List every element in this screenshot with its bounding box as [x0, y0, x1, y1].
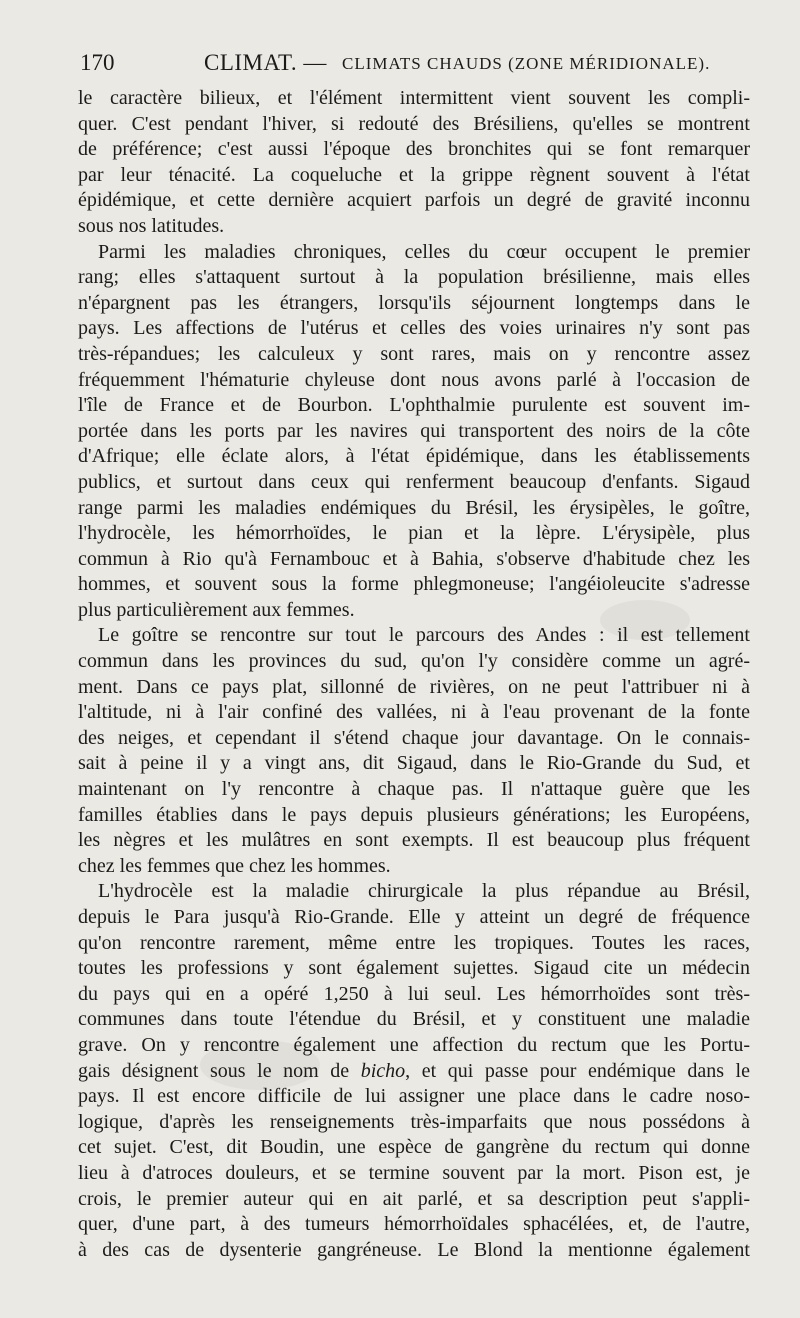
title-text: CLIMAT. [204, 50, 298, 75]
text-line: hommes, et souvent sous la forme phlegmoneuse; l'angéioleucite s'adresse [78, 573, 750, 596]
text-line: cet sujet. C'est, dit Boudin, une espèce de gangrène du rectum qui donne [78, 1136, 750, 1159]
text-line: le caractère bilieux, et l'élément intermittent vient souvent les compli- [78, 87, 750, 109]
text-line: commun à Rio qu'à Fernambouc et à Bahia, s'observe d'habitude chez les [78, 547, 750, 570]
text-line: rang; elles s'attaquent surtout à la population brésilienne, mais elles [78, 266, 750, 289]
page-number: 170 [80, 50, 115, 75]
text-line: l'hydrocèle, les hémorrhoïdes, le pian et la lèpre. L'érysipèle, plus [78, 522, 750, 545]
text-line: à des cas de dysenterie gangréneuse. Le Blond la mentionne également [78, 1238, 750, 1261]
text-line: des neiges, et cependant il s'étend chaque jour davantage. On le connais- [78, 726, 750, 749]
text-line: qu'on rencontre rarement, même entre les tropiques. Toutes les races, [78, 931, 750, 954]
text-line: l'altitude, ni à l'air confiné des vallées, ni à l'eau provenant de la fonte [78, 701, 750, 724]
text-line: quer. C'est pendant l'hiver, si redouté des Brésiliens, qu'elles se montrent [78, 112, 750, 135]
text-line: crois, le premier auteur qui en ait parlé, et sa description peut s'appli- [78, 1187, 750, 1210]
text-line: gais désignent sous le nom de bicho, et qui passe pour endémique dans le [78, 1059, 750, 1082]
text-line: maintenant on l'y rencontre à chaque pas. Il n'attaque guère que les [78, 778, 750, 801]
text-line: ment. Dans ce pays plat, sillonné de rivières, on ne peut l'attribuer ni à [78, 675, 750, 698]
text-line: n'épargnent pas les étrangers, lorsqu'ils séjournent longtemps dans le [78, 291, 750, 314]
running-head [80, 46, 752, 80]
text-line: sait à peine il y a vingt ans, dit Sigaud, dans le Rio-Grande du Sud, et [78, 752, 750, 775]
text-line: depuis le Para jusqu'à Rio-Grande. Elle y atteint un degré de fréquence [78, 906, 750, 928]
section-title [204, 46, 327, 80]
text-line: pays. Les affections de l'utérus et celles des voies urinaires n'y sont pas [78, 317, 750, 340]
text-line: toutes les professions y sont également sujettes. Sigaud cite un médecin [78, 957, 750, 980]
section-subtitle: CLIMATS CHAUDS (ZONE MÉRIDIONALE). [342, 54, 711, 73]
text-line: les nègres et les mulâtres en sont exempts. Il est beaucoup plus fréquent [78, 829, 750, 852]
text-line: plus particulièrement aux femmes. [78, 598, 355, 621]
text-line: sous nos latitudes. [78, 214, 225, 237]
text-line: l'île de France et de Bourbon. L'ophthalmie purulente est souvent im- [78, 394, 750, 417]
text-line: grave. On y rencontre également une affection du rectum que les Portu- [78, 1033, 750, 1056]
text-line: du pays qui en a opéré 1,250 à lui seul. Les hémorrhoïdes sont très- [78, 982, 750, 1005]
title-separator: — [303, 50, 327, 75]
text-line: quer, d'une part, à des tumeurs hémorrhoïdales sphacélées, et, de l'autre, [78, 1213, 750, 1236]
text-line: familles établies dans le pays depuis plusieurs générations; les Européens, [78, 803, 750, 826]
italic-term: bicho [360, 1059, 406, 1082]
text-line: par leur ténacité. La coqueluche et la grippe règnent souvent à l'état [78, 163, 750, 186]
text-line: portée dans les ports par les navires qui transportent des noirs de la côte [78, 419, 750, 442]
paragraph-start: L'hydrocèle est la maladie chirurgicale la plus répandue au Brésil, [98, 880, 750, 903]
text-line: très-répandues; les calculeux y sont rares, mais on y rencontre assez [78, 342, 750, 365]
text-line: logique, d'après les renseignements très-imparfaits que nous possédons à [78, 1110, 750, 1133]
text-line: épidémique, et cette dernière acquiert parfois un degré de gravité inconnu [78, 189, 750, 212]
text-line: commun dans les provinces du sud, qu'on l'y considère comme un agré- [78, 650, 750, 673]
text-line: range parmi les maladies endémiques du Brésil, les érysipèles, le goître, [78, 496, 750, 519]
text-line: d'Afrique; elle éclate alors, à l'état épidémique, dans les établissements [78, 445, 750, 468]
paragraph-start: Parmi les maladies chroniques, celles du cœur occupent le premier [98, 240, 750, 263]
text-line: communes dans toute l'étendue du Brésil, et y constituent une maladie [78, 1008, 750, 1031]
text-line: pays. Il est encore difficile de lui assigner une place dans le cadre noso- [78, 1085, 750, 1108]
body-text [78, 86, 750, 1263]
paragraph-start: Le goître se rencontre sur tout le parcours des Andes : il est tellement [98, 624, 750, 647]
text-line: lieu à d'atroces douleurs, et se termine souvent par la mort. Pison est, je [78, 1161, 750, 1184]
text-line: chez les femmes que chez les hommes. [78, 854, 391, 877]
text-line: de préférence; c'est aussi l'époque des bronchites qui se font remarquer [78, 138, 750, 161]
text-line: publics, et surtout dans ceux qui renferment beaucoup d'enfants. Sigaud [78, 470, 750, 493]
text-line: fréquemment l'hématurie chyleuse dont nous avons parlé à l'occasion de [78, 368, 750, 391]
